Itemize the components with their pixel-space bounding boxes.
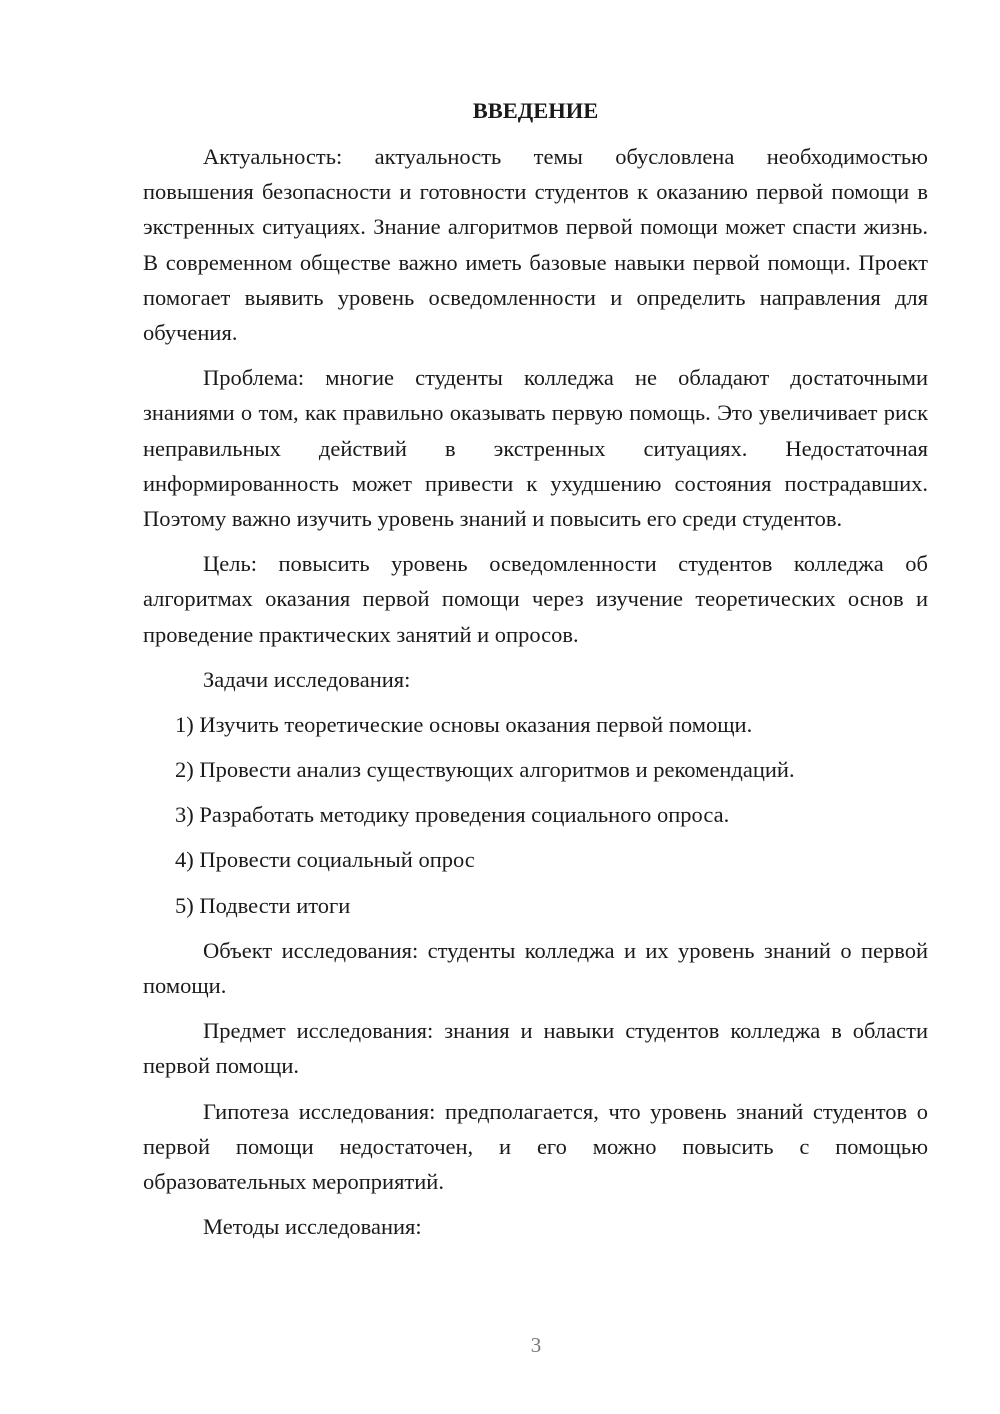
list-item: 2) Провести анализ существующих алгоритмов и рекомендаций. <box>175 757 795 783</box>
page-title: ВВЕДЕНИЕ <box>472 98 599 123</box>
list-item: 4) Провести социальный опрос <box>175 847 475 873</box>
paragraph-object: Объект исследования: студенты колледжа и их уровень знаний о первой помощи. <box>143 937 928 998</box>
page-number: 3 <box>530 1333 542 1357</box>
paragraph-relevance: Актуальность: актуальность темы обусловлена необходимостью повышения безопасности и готовности студентов к оказанию первой помощи в экстренных ситуациях. Знание алгоритмов первой помощи может спасти жизнь. В современном обществе важно иметь базовые навыки первой помощи. Проект помогает выявить уровень осведомленности и определить направления для обучения. <box>143 144 928 346</box>
tasks-heading: Задачи исследования: <box>203 666 411 692</box>
list-item: 5) Подвести итоги <box>175 892 351 918</box>
paragraph-goal: Цель: повысить уровень осведомленности студентов колледжа об алгоритмах оказания первой помощи через изучение теоретических основ и проведение практических занятий и опросов. <box>143 551 928 647</box>
tasks-list <box>143 707 928 923</box>
paragraph-problem: Проблема: многие студенты колледжа не обладают достаточными знаниями о том, как правильно оказывать первую помощь. Это увеличивает риск неправильных действий в экстренных ситуациях. Недостаточная информированность может привести к ухудшению состояния пострадавших. Поэтому важно изучить уровень знаний и повысить его среди студентов. <box>143 365 928 532</box>
list-item: 1) Изучить теоретические основы оказания первой помощи. <box>175 711 753 737</box>
paragraph-methods-heading: Методы исследования: <box>203 1214 422 1240</box>
page-content <box>143 96 928 1244</box>
paragraph-subject: Предмет исследования: знания и навыки студентов колледжа в области первой помощи. <box>143 1018 928 1079</box>
list-item: 3) Разработать методику проведения социального опроса. <box>175 802 730 828</box>
paragraph-hypothesis: Гипотеза исследования: предполагается, что уровень знаний студентов о первой помощи недостаточен, и его можно повысить с помощью образовательных мероприятий. <box>143 1098 928 1194</box>
